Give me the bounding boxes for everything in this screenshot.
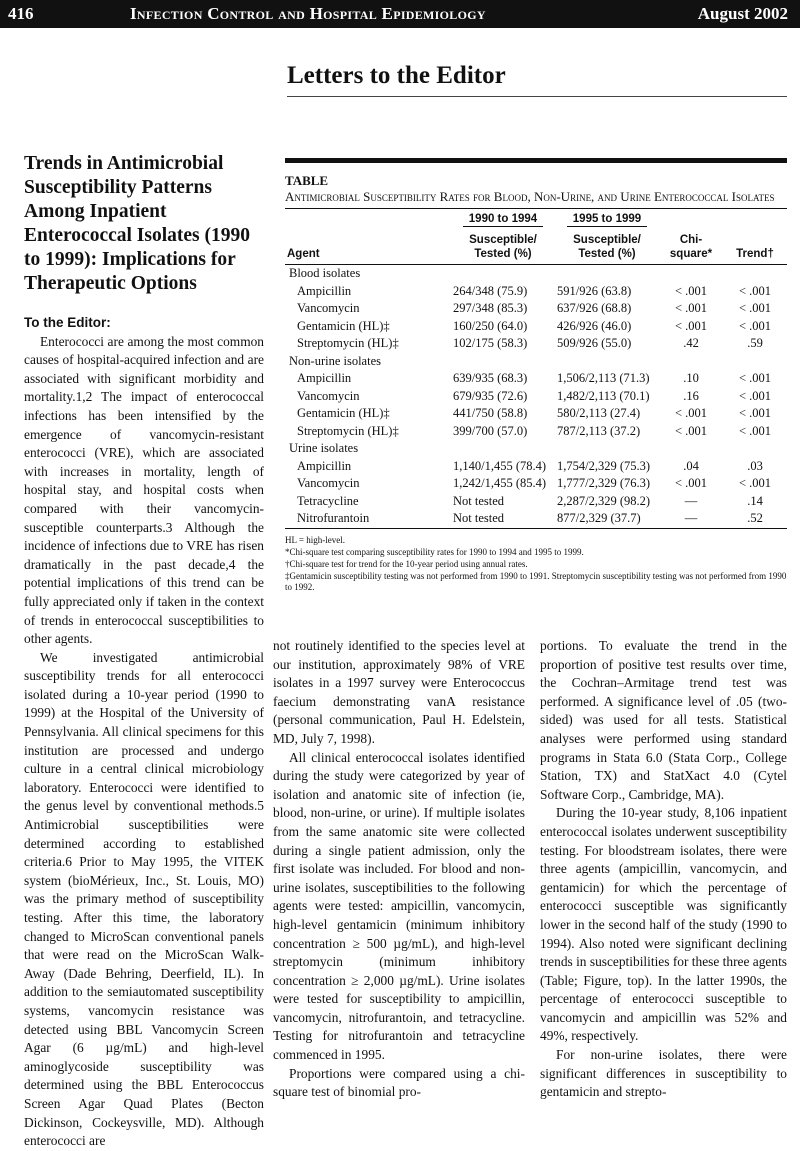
table-row (285, 300, 787, 318)
cell-p1: 1,242/1,455 (85.4) (453, 476, 547, 491)
cell-p2: 787/2,113 (37.2) (557, 423, 641, 438)
group-row (285, 353, 787, 371)
paragraph: not routinely identified to the species level at our institution, approximately 98% of VRE isolates in a 1997 survey were Enterococcus faecium demonstrating vanA resistance (personal communication, Paul H. Edelstein, MD, July 7, 1998). (273, 638, 525, 746)
cell-agent: Streptomycin (HL)‡ (297, 336, 399, 351)
table-row (285, 423, 787, 441)
cell-p1: Not tested (453, 493, 505, 508)
cell-p1: 102/175 (58.3) (453, 336, 528, 351)
cell-chi: — (684, 511, 698, 526)
journal-title: Infection Control and Hospital Epidemiology (130, 4, 486, 23)
cell-agent: Ampicillin (297, 371, 352, 386)
data-table (285, 158, 787, 594)
cell-chi: < .001 (674, 301, 708, 316)
table-row (285, 475, 787, 493)
paragraph: All clinical enterococcal isolates identified during the study were categorized by year of isolation and anatomic site of infection (ie, blood, non-urine, or urine). If multiple isolates from the same anatomic site were collected during a single patient admission, only the first isolate was included. For blood and non-urine isolates, susceptibilities to the following agents were tested: ampicillin, vancomycin, high-level gentamicin (minimum inhibitory concentration ≥ 500 µg/mL), and high-level streptomycin (minimum inhibitory concentration ≥ 2,000 µg/mL). Urine isolates were tested for susceptibility to ampicillin, vancomycin, nitrofurantoin, and tetracycline. Testing for nitrofurantoin and tetracycline commenced in 1995. (273, 749, 525, 1063)
paragraph: During the 10-year study, 8,106 inpatient enterococcal isolates underwent susceptibility testing. For bloodstream isolates, there were three agents (ampicillin, vancomycin, and gentamicin) for which the percentage of enterococci susceptible was significantly lower in the second half of the study (1990 to 1994). Also noted were significant declining trends in susceptibilities for these three agents (Table; Figure, top). In the latter 1990s, the percentage of enterococci susceptible to vancomycin and ampicillin was 52% and 49%, respectively. (540, 805, 787, 1044)
col-header: Susceptible/ Tested (%) (451, 230, 555, 265)
left-column (24, 152, 264, 1151)
period-header: 1995 to 1999 (567, 212, 647, 227)
cell-p2: 877/2,329 (37.7) (557, 511, 641, 526)
table-row (285, 335, 787, 353)
table-note: *Chi-square test comparing susceptibility rates for 1990 to 1994 and 1995 to 1999. (285, 546, 584, 557)
middle-column (273, 637, 525, 1102)
cell-p2: 1,482/2,113 (70.1) (557, 388, 650, 403)
cell-trend: < .001 (738, 301, 772, 316)
cell-p2: 1,754/2,329 (75.3) (557, 458, 651, 473)
cell-agent: Nitrofurantoin (297, 511, 370, 526)
table-row (285, 318, 787, 336)
cell-chi: — (684, 493, 698, 508)
cell-p1: Not tested (453, 511, 505, 526)
cell-p2: 591/926 (63.8) (557, 283, 632, 298)
section-title: Letters to the Editor (287, 62, 506, 89)
table-note: ‡Gentamicin susceptibility testing was not performed from 1990 to 1991. Streptomycin susceptibility testing was not performed from 1990 to 1992. (285, 570, 787, 592)
group-row (285, 265, 787, 283)
cell-agent: Gentamicin (HL)‡ (297, 318, 390, 333)
divider (285, 158, 787, 163)
cell-p2: 509/926 (55.0) (557, 336, 632, 351)
table-note: †Chi-square test for trend for the 10-year period using annual rates. (285, 558, 528, 569)
table-label: TABLE (285, 173, 329, 188)
cell-p1: 399/700 (57.0) (453, 423, 528, 438)
cell-p2: 637/926 (68.8) (557, 301, 632, 316)
cell-agent: Ampicillin (297, 283, 352, 298)
cell-p2: 2,287/2,329 (98.2) (557, 493, 651, 508)
cell-p2: 1,506/2,113 (71.3) (557, 371, 650, 386)
cell-p2: 426/926 (46.0) (557, 318, 632, 333)
col-header: Chi- square* (659, 230, 723, 265)
cell-chi: .16 (683, 388, 699, 403)
table-notes (285, 535, 787, 593)
period-header: 1990 to 1994 (463, 212, 543, 227)
cell-chi: < .001 (674, 406, 708, 421)
issue-date: August 2002 (697, 4, 788, 23)
table-row (285, 283, 787, 301)
table-row (285, 458, 787, 476)
cell-chi: < .001 (674, 318, 708, 333)
cell-trend: < .001 (738, 406, 772, 421)
divider (287, 96, 787, 97)
table-note: HL = high-level. (285, 534, 345, 545)
cell-p1: 441/750 (58.8) (453, 406, 528, 421)
cell-trend: < .001 (738, 423, 772, 438)
cell-agent: Vancomycin (297, 476, 360, 491)
paragraph: Proportions were compared using a chi-square test of binomial pro- (273, 1065, 525, 1100)
cell-p1: 639/935 (68.3) (453, 371, 528, 386)
table-row (285, 388, 787, 406)
cell-chi: < .001 (674, 476, 708, 491)
cell-agent: Tetracycline (297, 493, 359, 508)
table-row (285, 370, 787, 388)
cell-trend: < .001 (738, 476, 772, 491)
col-header: Susceptible/ Tested (%) (555, 230, 659, 265)
cell-agent: Streptomycin (HL)‡ (297, 423, 399, 438)
salutation: To the Editor: (24, 315, 111, 330)
cell-trend: < .001 (738, 318, 772, 333)
cell-p1: 1,140/1,455 (78.4) (453, 458, 547, 473)
paragraph: We investigated antimicrobial susceptibility trends for all enterococci isolated during a 10-year period (1990 to 1999) at the Hospital of the University of Pennsylvania. All clinical specimens for this institution are processed and undergo culture in a central clinical microbiology laboratory. Enterococci were identified to the genus level by conventional methods.5 Antimicrobial susceptibilities were determined according to established criteria.6 Prior to May 1995, the VITEK system (bioMérieux, Inc., St. Louis, MO) was the primary method of susceptibility testing. After this time, the laboratory changed to MicroScan conventional panels that were read on the MicroScan Walk-Away (Dade Behring, Deerfield, IL). In addition to the semiautomated susceptibility systems, vancomycin resistance was detected using BBL Vancomycin Screen Agar (6 µg/mL) and high-level aminoglycoside susceptibility was determined using the BBL Enterococcus Screen Agar Quad Plates (Becton Dickinson, Cockeysville, MD). Although enterococci are (24, 649, 264, 1149)
cell-trend: .03 (747, 458, 763, 473)
cell-trend: < .001 (738, 283, 772, 298)
table-row (285, 405, 787, 423)
paragraph: For non-urine isolates, there were significant differences in susceptibility to gentamicin and strepto- (540, 1047, 787, 1100)
group-label: Urine isolates (289, 441, 359, 456)
cell-chi: .04 (683, 458, 699, 473)
right-column (540, 637, 787, 1102)
table-row (285, 510, 787, 528)
group-label: Non-urine isolates (289, 353, 381, 368)
cell-trend: < .001 (738, 371, 772, 386)
group-row (285, 440, 787, 458)
cell-chi: < .001 (674, 283, 708, 298)
cell-chi: .42 (683, 336, 699, 351)
cell-p2: 580/2,113 (27.4) (557, 406, 641, 421)
article-title: Trends in Antimicrobial Susceptibility Patterns Among Inpatient Enterococcal Isolates (1990 to 1999): Implications for Therapeutic Options (24, 153, 251, 294)
cell-p1: 679/935 (72.6) (453, 388, 528, 403)
cell-trend: .59 (747, 336, 763, 351)
cell-chi: .10 (683, 371, 699, 386)
cell-trend: .52 (747, 511, 763, 526)
cell-agent: Vancomycin (297, 301, 360, 316)
col-header: Agent (285, 230, 451, 265)
page-number: 416 (8, 4, 34, 23)
cell-chi: < .001 (674, 423, 708, 438)
running-header (0, 0, 800, 28)
cell-p1: 297/348 (85.3) (453, 301, 528, 316)
cell-agent: Vancomycin (297, 388, 360, 403)
paragraph: Enterococci are among the most common causes of hospital-acquired infection and are associated with significant morbidity and mortality.1,2 The impact of enterococcal infections has been intensified by the emergence of vancomycin-resistant enterococci (VRE), which are associated with increases in mortality, length of hospital stay, and hospital costs when compared with their vancomycin-susceptible counterparts.3 Although the incidence of infections due to VRE has risen dramatically in the past decade,4 the potential implications of this trend can be fully appreciated only if taken in the context of trends in enterococcal susceptibilities to other agents. (24, 333, 264, 647)
cell-p1: 160/250 (64.0) (453, 318, 528, 333)
group-label: Blood isolates (289, 266, 361, 281)
cell-trend: < .001 (738, 388, 772, 403)
table-row (285, 493, 787, 511)
cell-p1: 264/348 (75.9) (453, 283, 528, 298)
cell-agent: Gentamicin (HL)‡ (297, 406, 390, 421)
cell-p2: 1,777/2,329 (76.3) (557, 476, 651, 491)
cell-trend: .14 (747, 493, 763, 508)
paragraph: portions. To evaluate the trend in the proportion of positive test results over time, the Cochran–Armitage trend test was performed. A significance level of .05 (two-sided) was used for all tests. Statistical analyses were performed using standard programs in Stata 6.0 (Stata Corp., College Station, TX) and StatXact 4.0 (Cytel Software Corp., Cambridge, MA). (540, 638, 787, 802)
col-header: Trend† (723, 230, 787, 265)
table-caption: Antimicrobial Susceptibility Rates for Blood, Non-Urine, and Urine Enterococcal Isolates (285, 189, 775, 204)
cell-agent: Ampicillin (297, 458, 352, 473)
